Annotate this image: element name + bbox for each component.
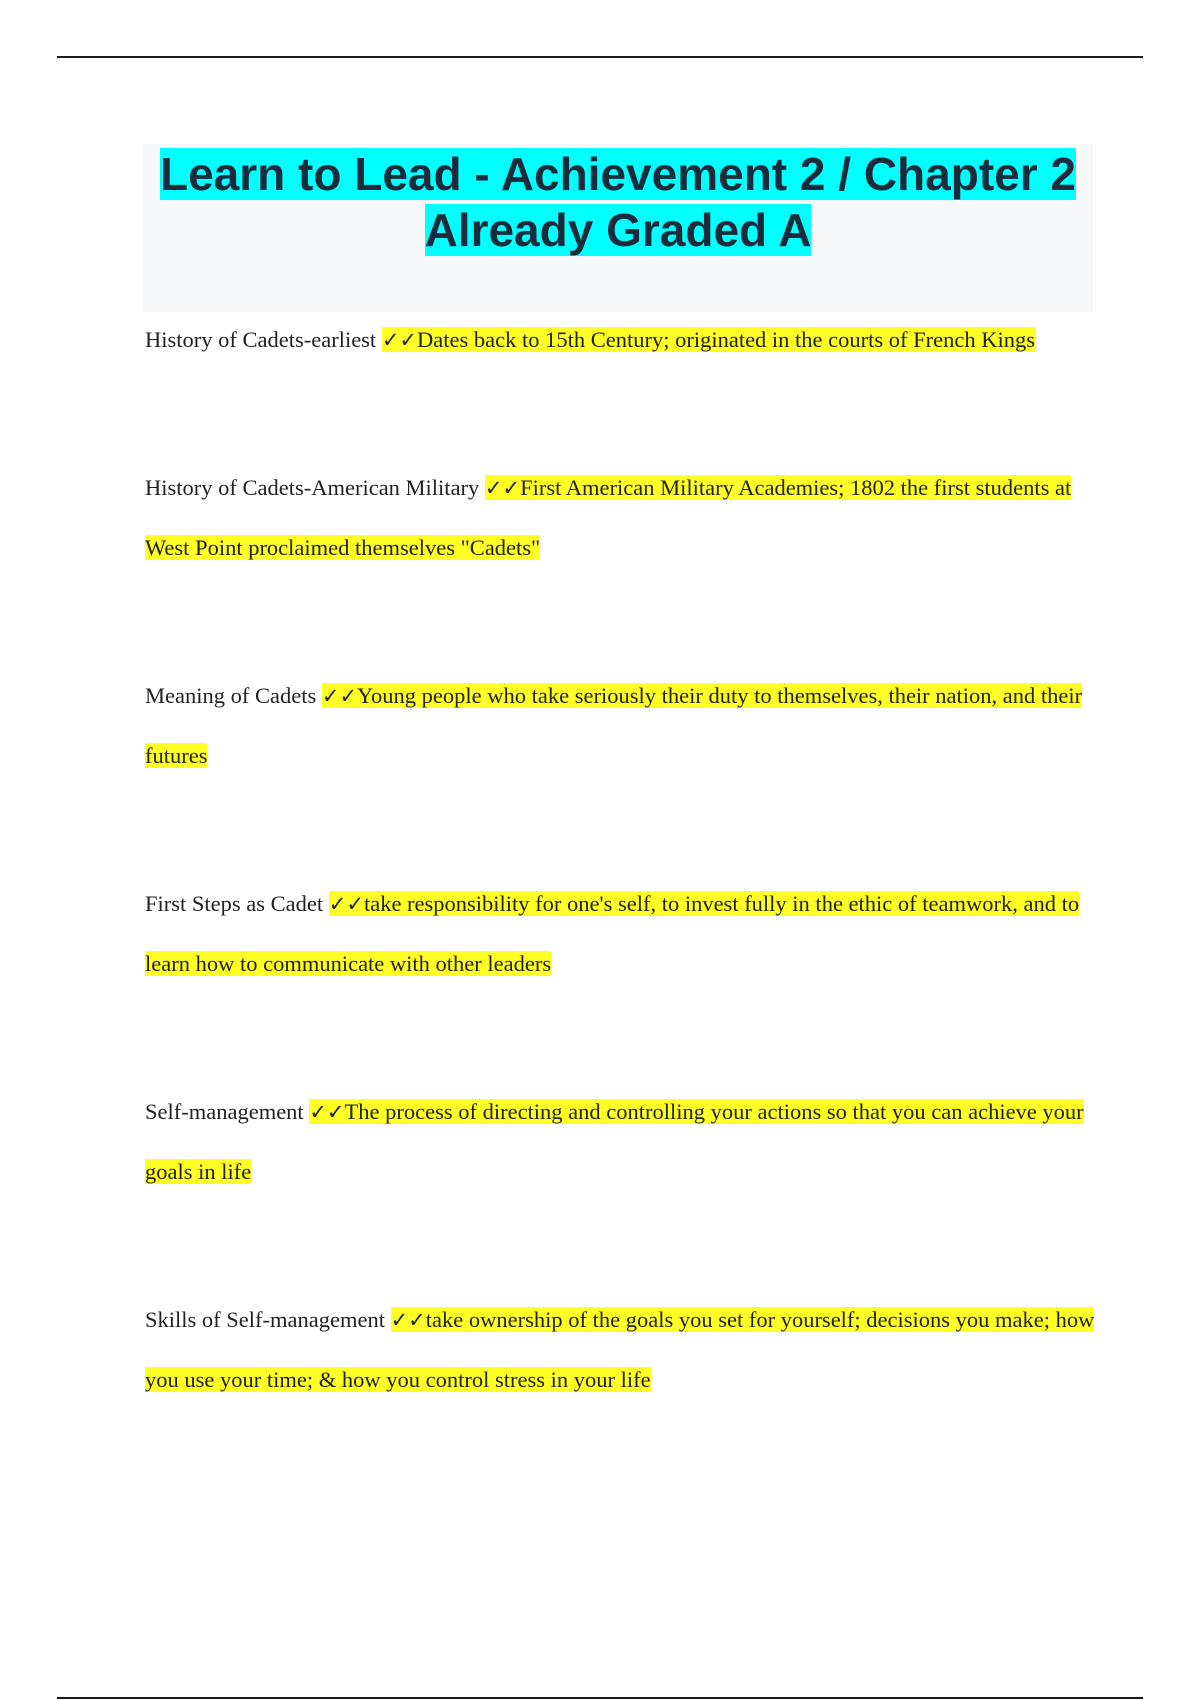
qa-answer-text: Young people who take seriously their duty to themselves, their nation, and their futures (145, 683, 1083, 768)
qa-item (145, 1082, 1095, 1202)
page-title (143, 144, 1093, 258)
qa-term: History of Cadets-earliest (145, 327, 377, 352)
qa-answer-text: Dates back to 15th Century; originated in the courts of French Kings (417, 327, 1036, 352)
qa-item (145, 310, 1095, 370)
page-title-text: Learn to Lead - Achievement 2 / Chapter 2 Already Graded A (160, 148, 1076, 256)
qa-item (145, 874, 1095, 994)
qa-answer-text: take ownership of the goals you set for yourself; decisions you make; how you use your time; & how you control stress in your life (145, 1307, 1095, 1392)
top-rule (57, 56, 1143, 58)
qa-answer-text: First American Military Academies; 1802 the first students at West Point proclaimed themselves "Cadets" (145, 475, 1072, 560)
qa-answer (382, 327, 1035, 352)
title-block (143, 144, 1093, 312)
double-check-icon: ✓✓ (484, 476, 521, 500)
double-check-icon: ✓✓ (321, 684, 358, 708)
qa-item (145, 666, 1095, 786)
qa-item (145, 458, 1095, 578)
qa-item (145, 1290, 1095, 1410)
qa-term: Meaning of Cadets (145, 683, 317, 708)
double-check-icon: ✓✓ (381, 328, 418, 352)
qa-term: History of Cadets-American Military (145, 475, 480, 500)
double-check-icon: ✓✓ (309, 1100, 345, 1124)
double-check-icon: ✓✓ (328, 892, 364, 916)
qa-term: Self-management (145, 1099, 304, 1124)
qa-term: Skills of Self-management (145, 1307, 385, 1332)
qa-list (145, 310, 1095, 1410)
qa-answer-text: The process of directing and controlling your actions so that you can achieve your goals in life (145, 1099, 1084, 1184)
qa-answer-text: take responsibility for one's self, to invest fully in the ethic of teamwork, and to learn how to communicate with other leaders (145, 891, 1080, 976)
qa-term: First Steps as Cadet (145, 891, 324, 916)
double-check-icon: ✓✓ (390, 1308, 426, 1332)
bottom-rule (57, 1697, 1143, 1699)
